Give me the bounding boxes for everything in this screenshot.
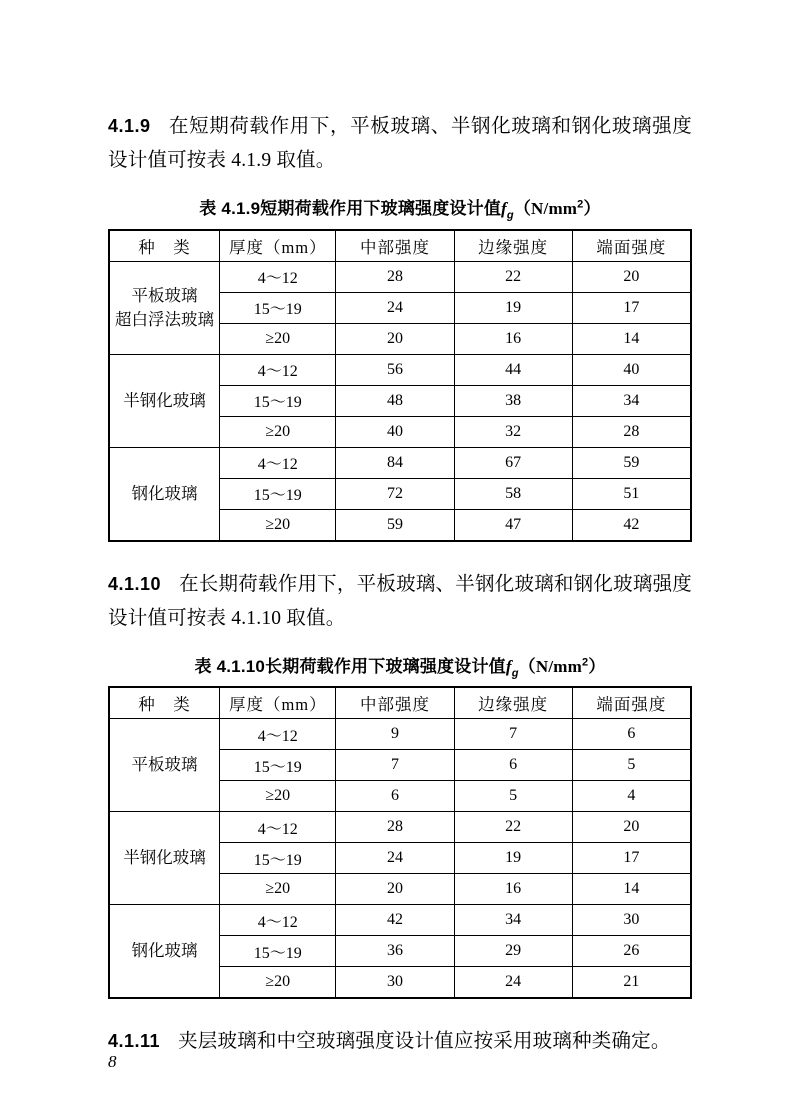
cell-edge-strength: 29 [454, 936, 572, 967]
cell-center-strength: 24 [336, 292, 454, 323]
cell-end-strength: 30 [572, 905, 691, 936]
column-header-center-strength: 中部强度 [336, 687, 454, 719]
cell-edge-strength: 19 [454, 843, 572, 874]
cell-edge-strength: 6 [454, 750, 572, 781]
paragraph-number: 4.1.9 [108, 116, 151, 136]
paragraph-4-1-11 [108, 1025, 692, 1059]
cell-end-strength: 34 [572, 385, 691, 416]
cell-center-strength: 20 [336, 874, 454, 905]
category-line: 平板玻璃 [131, 285, 198, 305]
cell-end-strength: 14 [572, 874, 691, 905]
cell-end-strength: 6 [572, 719, 691, 750]
cell-edge-strength: 38 [454, 385, 572, 416]
cell-thickness: 15～19 [220, 936, 336, 967]
cell-edge-strength: 16 [454, 323, 572, 354]
cell-edge-strength: 19 [454, 292, 572, 323]
cell-thickness: 4～12 [220, 905, 336, 936]
column-header-edge-strength: 边缘强度 [454, 687, 572, 719]
cell-thickness: 15～19 [220, 843, 336, 874]
cell-thickness: 4～12 [220, 354, 336, 385]
table-caption-unit-exponent: 2 [577, 198, 584, 211]
cell-edge-strength: 22 [454, 261, 572, 292]
cell-end-strength: 20 [572, 812, 691, 843]
cell-center-strength: 9 [336, 719, 454, 750]
cell-end-strength: 17 [572, 843, 691, 874]
table-caption-number: 表 4.1.9 [199, 199, 261, 219]
table-row [109, 812, 691, 843]
cell-end-strength: 21 [572, 967, 691, 999]
table-caption-symbol: f [505, 656, 512, 676]
table-row [109, 261, 691, 292]
cell-thickness: 4～12 [220, 261, 336, 292]
cell-edge-strength: 5 [454, 781, 572, 812]
paragraph-4-1-9 [108, 110, 692, 178]
cell-center-strength: 56 [336, 354, 454, 385]
paragraph-4-1-10 [108, 568, 692, 636]
cell-edge-strength: 7 [454, 719, 572, 750]
cell-edge-strength: 16 [454, 874, 572, 905]
cell-end-strength: 28 [572, 416, 691, 447]
cell-end-strength: 17 [572, 292, 691, 323]
row-category [109, 261, 220, 354]
table-caption-symbol-sub: g [506, 209, 514, 222]
row-category: 钢化玻璃 [109, 447, 220, 541]
cell-thickness: 15～19 [220, 292, 336, 323]
table-row [109, 905, 691, 936]
cell-edge-strength: 58 [454, 478, 572, 509]
cell-end-strength: 59 [572, 447, 691, 478]
column-header-center-strength: 中部强度 [336, 230, 454, 262]
cell-edge-strength: 24 [454, 967, 572, 999]
row-category: 半钢化玻璃 [109, 354, 220, 447]
cell-center-strength: 24 [336, 843, 454, 874]
paragraph-text: 在长期荷载作用下，平板玻璃、半钢化玻璃和钢化玻璃强度设计值可按表 4.1.10 取值。 [108, 573, 692, 629]
cell-thickness: 4～12 [220, 447, 336, 478]
cell-center-strength: 40 [336, 416, 454, 447]
table-4-1-10 [108, 686, 692, 999]
cell-thickness: 15～19 [220, 750, 336, 781]
table-caption-unit-open: （N/mm [518, 656, 582, 676]
table-caption-symbol: f [501, 199, 507, 219]
cell-center-strength: 28 [336, 812, 454, 843]
page-number: 8 [108, 1052, 117, 1071]
cell-edge-strength: 32 [454, 416, 572, 447]
paragraph-number: 4.1.11 [108, 1031, 161, 1052]
paragraph-text: 在短期荷载作用下，平板玻璃、半钢化玻璃和钢化玻璃强度设计值可按表 4.1.9 取值。 [108, 116, 692, 172]
column-header-end-strength: 端面强度 [572, 687, 691, 719]
cell-center-strength: 30 [336, 967, 454, 999]
table-caption-unit-exponent: 2 [582, 656, 589, 669]
cell-thickness: ≥20 [220, 967, 336, 999]
table-row [109, 354, 691, 385]
table-caption-4-1-9 [108, 194, 692, 221]
cell-center-strength: 36 [336, 936, 454, 967]
cell-center-strength: 48 [336, 385, 454, 416]
cell-end-strength: 20 [572, 261, 691, 292]
cell-thickness: 15～19 [220, 478, 336, 509]
cell-thickness: ≥20 [220, 781, 336, 812]
table-caption-text: 短期荷载作用下玻璃强度设计值 [260, 199, 502, 219]
table-4-1-9 [108, 229, 692, 542]
cell-edge-strength: 67 [454, 447, 572, 478]
column-header-category: 种 类 [109, 230, 220, 262]
column-header-thickness: 厚度（mm） [220, 230, 336, 262]
cell-center-strength: 59 [336, 509, 454, 541]
row-category: 平板玻璃 [109, 719, 220, 812]
table-caption-unit-close: ） [583, 199, 601, 219]
table-caption-symbol-sub: g [511, 667, 519, 680]
cell-thickness: ≥20 [220, 874, 336, 905]
column-header-edge-strength: 边缘强度 [454, 230, 572, 262]
cell-edge-strength: 34 [454, 905, 572, 936]
cell-end-strength: 14 [572, 323, 691, 354]
cell-edge-strength: 47 [454, 509, 572, 541]
table-caption-4-1-10 [108, 652, 692, 679]
cell-end-strength: 4 [572, 781, 691, 812]
row-category: 钢化玻璃 [109, 905, 220, 999]
cell-center-strength: 72 [336, 478, 454, 509]
column-header-thickness: 厚度（mm） [220, 687, 336, 719]
category-line: 超白浮法玻璃 [115, 309, 215, 329]
cell-thickness: ≥20 [220, 509, 336, 541]
cell-center-strength: 84 [336, 447, 454, 478]
column-header-end-strength: 端面强度 [572, 230, 691, 262]
cell-center-strength: 28 [336, 261, 454, 292]
cell-end-strength: 42 [572, 509, 691, 541]
column-header-category: 种 类 [109, 687, 220, 719]
table-header-row [109, 230, 691, 262]
table-row [109, 719, 691, 750]
cell-thickness: 4～12 [220, 719, 336, 750]
cell-thickness: 15～19 [220, 385, 336, 416]
cell-edge-strength: 44 [454, 354, 572, 385]
cell-thickness: ≥20 [220, 323, 336, 354]
cell-thickness: ≥20 [220, 416, 336, 447]
row-category: 半钢化玻璃 [109, 812, 220, 905]
cell-thickness: 4～12 [220, 812, 336, 843]
cell-center-strength: 42 [336, 905, 454, 936]
cell-end-strength: 5 [572, 750, 691, 781]
table-caption-text: 长期荷载作用下玻璃强度设计值 [265, 656, 506, 676]
table-caption-number: 表 4.1.10 [194, 656, 266, 676]
paragraph-text: 夹层玻璃和中空玻璃强度设计值应按采用玻璃种类确定。 [178, 1031, 671, 1053]
cell-center-strength: 20 [336, 323, 454, 354]
table-caption-unit-close: ） [588, 656, 606, 676]
cell-edge-strength: 22 [454, 812, 572, 843]
cell-center-strength: 6 [336, 781, 454, 812]
cell-end-strength: 51 [572, 478, 691, 509]
cell-end-strength: 40 [572, 354, 691, 385]
table-row [109, 447, 691, 478]
table-caption-unit-open: （N/mm [513, 199, 578, 219]
table-header-row [109, 687, 691, 719]
cell-center-strength: 7 [336, 750, 454, 781]
cell-end-strength: 26 [572, 936, 691, 967]
paragraph-number: 4.1.10 [108, 573, 162, 594]
